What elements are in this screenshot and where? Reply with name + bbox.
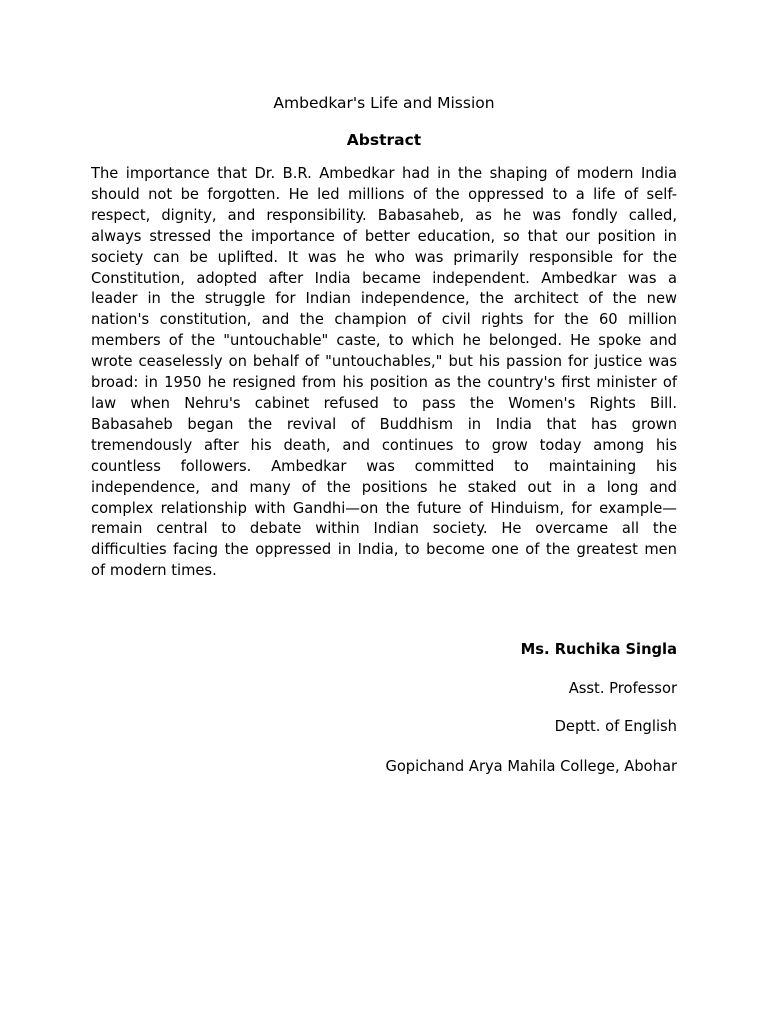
abstract-line: society can be uplifted. It was he who was primarily responsible for the — [91, 248, 677, 266]
author-college: Gopichand Arya Mahila College, Abohar — [385, 758, 677, 775]
abstract-line: countless followers. Ambedkar was committed to maintaining his — [91, 457, 677, 475]
abstract-line: law when Nehru's cabinet refused to pass the Women's Rights Bill. — [91, 394, 677, 412]
author-name: Ms. Ruchika Singla — [520, 641, 677, 658]
abstract-line: respect, dignity, and responsibility. Babasaheb, as he was fondly called, — [91, 206, 677, 224]
abstract-heading: Abstract — [346, 131, 422, 149]
abstract-line: members of the "untouchable" caste, to which he belonged. He spoke and — [91, 332, 677, 350]
abstract-line: remain central to debate within Indian society. He overcame all the — [91, 520, 677, 538]
abstract-line: Constitution, adopted after India became independent. Ambedkar was a — [91, 269, 677, 287]
abstract-line: difficulties facing the oppressed in India, to become one of the greatest men — [91, 541, 677, 559]
abstract-line: leader in the struggle for Indian independence, the architect of the new — [91, 290, 677, 308]
abstract-line: of modern times. — [91, 562, 217, 580]
abstract-line: tremendously after his death, and continues to grow today among his — [91, 436, 677, 454]
abstract-line: nation's constitution, and the champion of civil rights for the 60 million — [91, 311, 677, 329]
abstract-line: complex relationship with Gandhi—on the future of Hinduism, for example— — [91, 499, 677, 517]
abstract-body — [91, 164, 677, 582]
abstract-line: broad: in 1950 he resigned from his position as the country's first minister of — [91, 374, 677, 392]
abstract-line: always stressed the importance of better education, so that our position in — [91, 227, 677, 245]
abstract-line: The importance that Dr. B.R. Ambedkar had in the shaping of modern India — [91, 165, 677, 182]
document-title: Ambedkar's Life and Mission — [273, 94, 495, 112]
author-department: Deptt. of English — [554, 718, 677, 735]
abstract-line: Babasaheb began the revival of Buddhism in India that has grown — [91, 415, 677, 433]
abstract-line: wrote ceaselessly on behalf of "untouchables," but his passion for justice was — [91, 353, 677, 371]
abstract-line: independence, and many of the positions he staked out in a long and — [91, 478, 677, 496]
author-designation: Asst. Professor — [568, 680, 677, 697]
abstract-line: should not be forgotten. He led millions of the oppressed to a life of self- — [91, 185, 677, 203]
